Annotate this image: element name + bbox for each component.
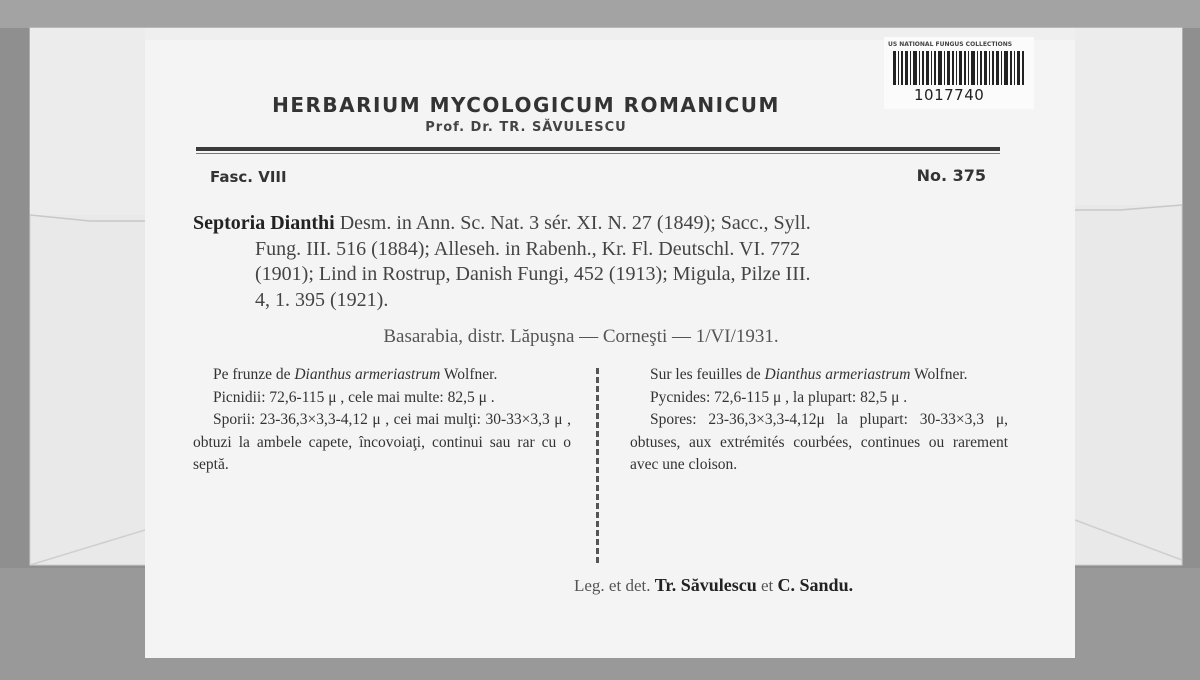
species-citation [193, 211, 1005, 313]
fr-host-name: Dianthus armeriastrum [764, 366, 911, 383]
column-divider [596, 368, 603, 563]
citation-line-2: Fung. III. 516 (1884); Alleseh. in Rabenh., Kr. Fl. Deutschl. VI. 772 [255, 237, 801, 260]
fr-host-author: Wolfner. [910, 366, 968, 383]
collectors-prefix: Leg. et det. [574, 576, 655, 595]
collector-2: C. Sandu. [777, 575, 854, 595]
ro-host [193, 364, 571, 387]
ro-spores: Sporii: 23-36,3×3,3-4,12 μ , cei mai mulţi: 30-33×3,3 μ , obtuzi la ambele capete, încovoiaţi, continui sau rar cu o septă. [193, 411, 571, 473]
herbarium-title: HERBARIUM MYCOLOGICUM ROMANICUM [272, 93, 780, 117]
citation-line-1 [193, 211, 1005, 237]
romanian-description [193, 364, 571, 477]
collectors-joiner: et [756, 576, 778, 595]
citation-text-1: Desm. in Ann. Sc. Nat. 3 sér. XI. N. 27 (1849); Sacc., Syll. [334, 212, 811, 234]
barcode-number: 1017740 [914, 86, 985, 104]
header-rule-thin [196, 153, 1000, 154]
barcode-icon [893, 51, 1027, 85]
citation-line-3: (1901); Lind in Rostrup, Danish Fungi, 452 (1913); Migula, Pilze III. [255, 263, 811, 285]
header-rule [196, 147, 1000, 151]
herbarium-subtitle: Prof. Dr. TR. SĂVULESCU [425, 120, 627, 135]
fr-host [630, 364, 1008, 387]
fr-host-prefix: Sur les feuilles de [650, 366, 765, 383]
citation-line-4: 4, 1. 395 (1921). [255, 288, 389, 311]
ro-host-author: Wolfner. [440, 366, 498, 383]
locality-line: Basarabia, distr. Lăpuşna — Corneşti — 1/VI/1931. [383, 326, 779, 347]
french-description [630, 364, 1008, 477]
ro-pycnidia: Picnidii: 72,6-115 μ , cele mai multe: 82,5 μ . [213, 388, 495, 406]
ro-host-name: Dianthus armeriastrum [294, 366, 441, 383]
fr-pycnidia: Pycnides: 72,6-115 μ , la plupart: 82,5 μ . [650, 388, 908, 406]
collector-1: Tr. Săvulescu [654, 575, 757, 595]
species-name: Septoria Dianthi [193, 212, 335, 234]
fr-spores: Spores: 23-36,3×3,3-4,12μ la plupart: 30-33×3,3 μ, obtuses, aux extrémités courbées, continues ou rarement avec une cloison. [630, 411, 1008, 473]
collectors-line [574, 575, 853, 596]
barcode-caption: US NATIONAL FUNGUS COLLECTIONS [888, 41, 1013, 48]
specimen-number: No. 375 [916, 166, 986, 185]
ro-host-prefix: Pe frunze de [213, 366, 295, 383]
fascicle-label: Fasc. VIII [210, 168, 287, 186]
